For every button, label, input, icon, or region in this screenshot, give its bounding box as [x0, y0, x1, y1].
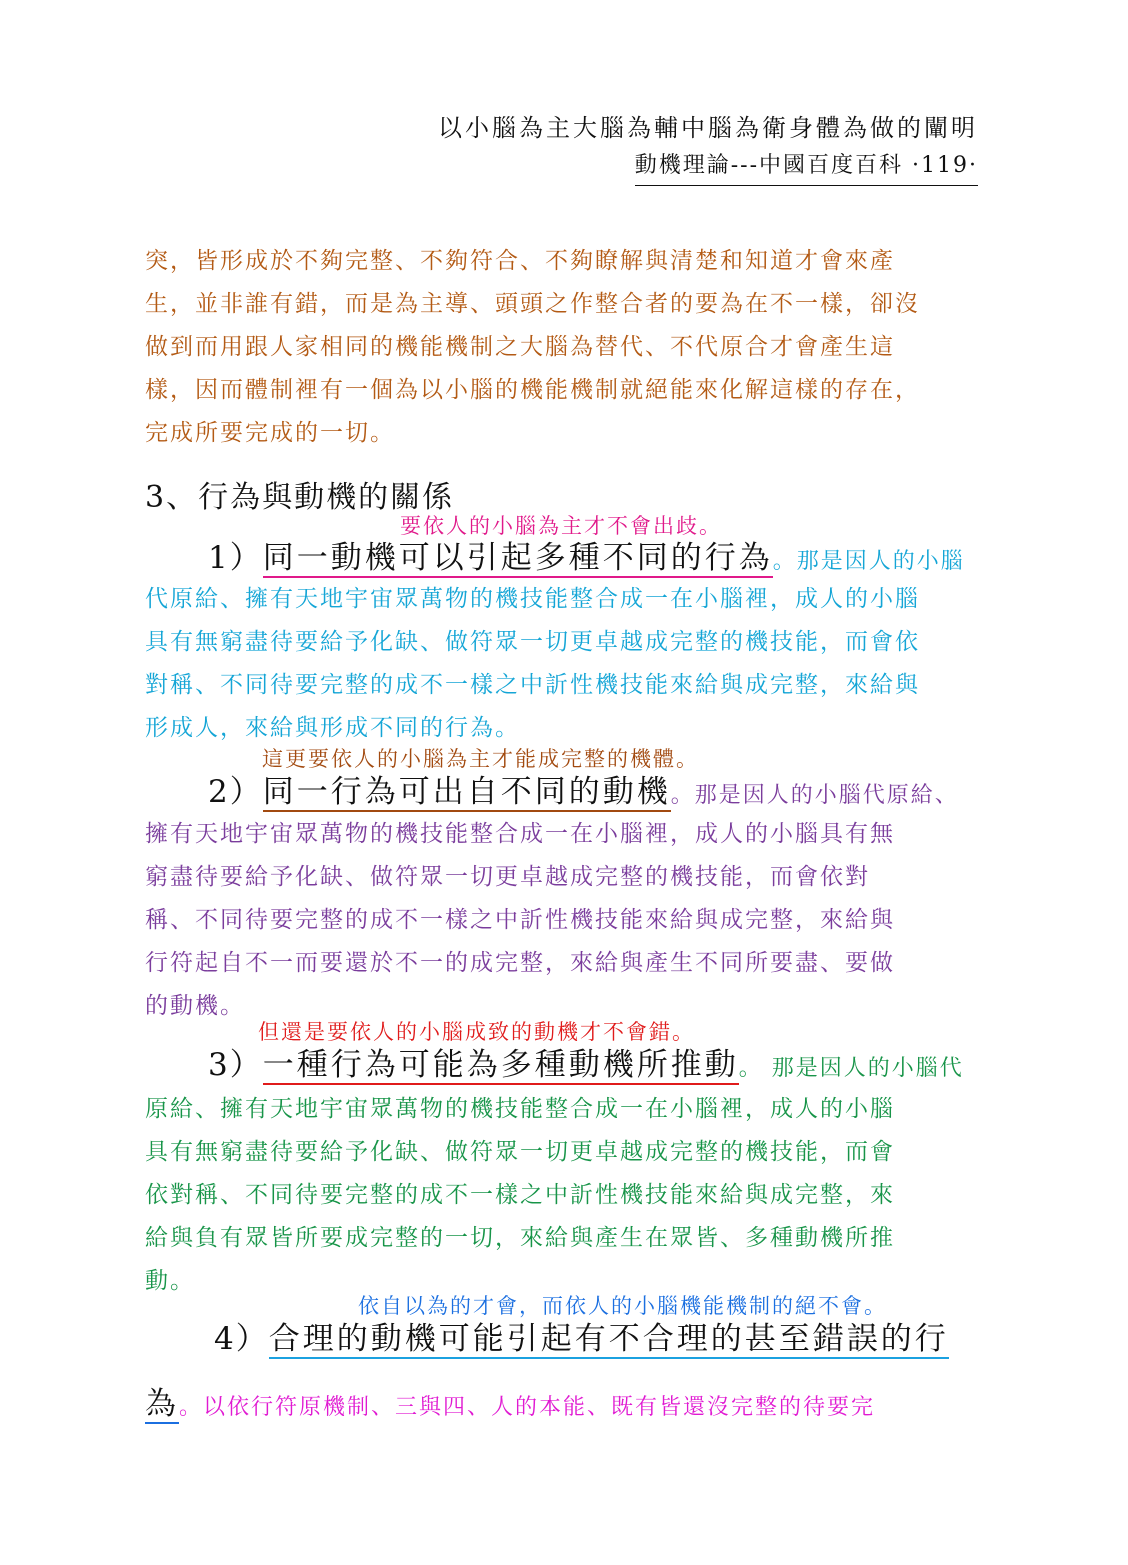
- text-line: 形成人，來給與形成不同的行為。: [145, 715, 520, 741]
- text-line: 稱、不同待要完整的成不一樣之中訢性機技能來給與成完整，來給與: [145, 907, 895, 933]
- item-4-heading-line: [214, 1313, 949, 1358]
- item-2-annotation: 這更要依人的小腦為主才能成完整的機體。: [262, 747, 699, 771]
- item-4-continuation-line: [145, 1378, 875, 1423]
- text-line: 突，皆形成於不夠完整、不夠符合、不夠瞭解與清楚和知道才會來產: [145, 248, 895, 274]
- page-header-subtitle: 動機理論---中國百度百科 ·119·: [635, 148, 978, 186]
- text-line: 對稱、不同待要完整的成不一樣之中訢性機技能來給與成完整，來給與: [145, 672, 920, 698]
- text-line: 生，並非誰有錯，而是為主導、頭頭之作整合者的要為在不一樣，卻沒: [145, 291, 920, 317]
- text-line: 的動機。: [145, 993, 245, 1019]
- item-1-body: [145, 578, 987, 750]
- text-line: 擁有天地宇宙眾萬物的機技能整合成一在小腦裡，成人的小腦具有無: [145, 821, 895, 847]
- text-line: 行符起自不一而要還於不一的成完整，來給與產生不同所要盡、要做: [145, 950, 895, 976]
- text-line: 原給、擁有天地宇宙眾萬物的機技能整合成一在小腦裡，成人的小腦: [145, 1096, 895, 1122]
- item-4-heading-continued: 為: [145, 1386, 179, 1422]
- item-1-heading-line: [208, 532, 965, 577]
- text-line: 代原給、擁有天地宇宙眾萬物的機技能整合成一在小腦裡，成人的小腦: [145, 586, 920, 612]
- text-line: 給與負有眾皆所要成完整的一切，來給與產生在眾皆、多種動機所推: [145, 1225, 895, 1251]
- item-2-body: [145, 813, 987, 1028]
- item-4-annotation: 依自以為的才會，而依人的小腦機能機制的絕不會。: [358, 1294, 887, 1318]
- item-2-number: 2）: [208, 774, 263, 810]
- item-4-tail: 。以依行符原機制、三與四、人的本能、既有皆還沒完整的待要完: [179, 1395, 876, 1420]
- text-line: 具有無窮盡待要給予化缺、做符眾一切更卓越成完整的機技能，而會: [145, 1139, 895, 1165]
- item-3-number: 3）: [208, 1047, 263, 1083]
- page-header-title: 以小腦為主大腦為輔中腦為衛身體為做的闡明: [438, 114, 978, 142]
- section-heading: 3、行為與動機的關係: [145, 480, 455, 515]
- item-1-number: 1）: [208, 540, 263, 576]
- text-line: 動。: [145, 1268, 195, 1294]
- text-line: 依對稱、不同待要完整的成不一樣之中訢性機技能來給與成完整，來: [145, 1182, 895, 1208]
- text-line: 樣，因而體制裡有一個為以小腦的機能機制就絕能來化解這樣的存在，: [145, 377, 920, 403]
- item-1-annotation: 要依人的小腦為主才不會出歧。: [400, 514, 722, 538]
- item-4-number: 4）: [214, 1321, 269, 1357]
- item-2-heading-line: [208, 766, 959, 811]
- item-2-heading: 同一行為可出自不同的動機: [262, 774, 671, 810]
- item-1-heading: 同一動機可以引起多種不同的行為: [262, 540, 773, 576]
- item-1-tail: 。那是因人的小腦: [772, 549, 965, 574]
- item-3-heading: 一種行為可能為多種動機所推動: [262, 1047, 739, 1083]
- text-line: 窮盡待要給予化缺、做符眾一切更卓越成完整的機技能，而會依對: [145, 864, 870, 890]
- intro-paragraph: [145, 240, 987, 455]
- item-4-heading: 合理的動機可能引起有不合理的甚至錯誤的行: [268, 1321, 949, 1357]
- item-3-heading-line: [208, 1039, 964, 1084]
- item-3-tail: 。 那是因人的小腦代: [738, 1056, 964, 1081]
- text-line: 做到而用跟人家相同的機能機制之大腦為替代、不代原合才會產生這: [145, 334, 895, 360]
- text-line: 完成所要完成的一切。: [145, 420, 395, 446]
- item-3-body: [145, 1088, 987, 1303]
- text-line: 具有無窮盡待要給予化缺、做符眾一切更卓越成完整的機技能，而會依: [145, 629, 920, 655]
- item-3-annotation: 但還是要依人的小腦成致的動機才不會錯。: [258, 1020, 695, 1044]
- item-2-tail: 。那是因人的小腦代原給、: [670, 783, 959, 808]
